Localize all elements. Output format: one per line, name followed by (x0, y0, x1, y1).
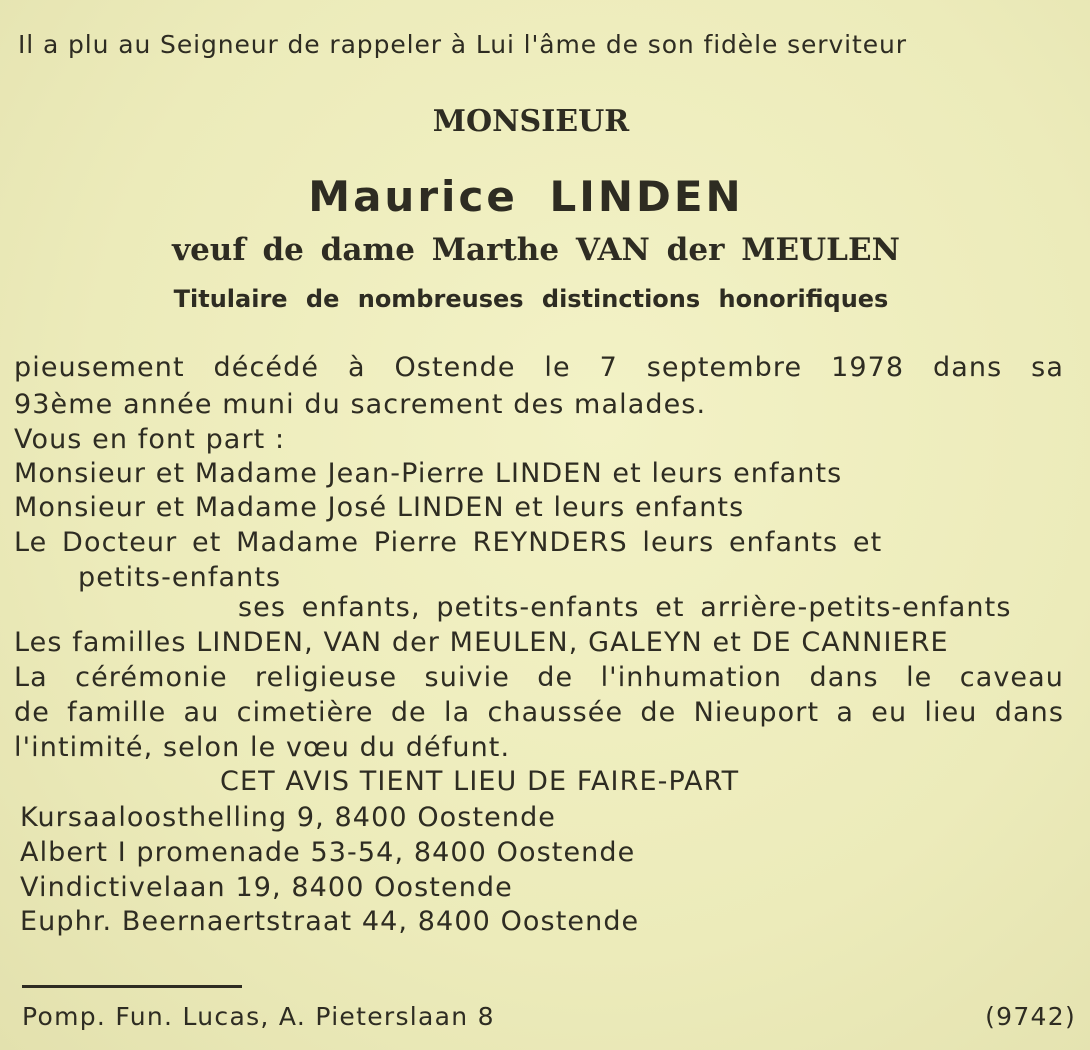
death-line-2: 93ème année muni du sacrement des malades. (14, 389, 707, 420)
mourner-line: Les familles LINDEN, VAN der MEULEN, GALEYN et DE CANNIERE (14, 627, 949, 658)
ceremony-line-3: l'intimité, selon le vœu du défunt. (14, 732, 511, 763)
divider-rule (22, 985, 242, 988)
avis-line: CET AVIS TIENT LIEU DE FAIRE-PART (220, 766, 740, 797)
mourner-line: petits-enfants (78, 562, 282, 593)
ceremony-line-2: de famille au cimetière de la chaussée de Nieuport a eu lieu dans (14, 697, 1064, 728)
opening-line: Il a plu au Seigneur de rappeler à Lui l'âme de son fidèle serviteur (18, 30, 907, 59)
deceased-name: Maurice LINDEN (308, 172, 744, 221)
funeral-home: Pomp. Fun. Lucas, A. Pieterslaan 8 (22, 1002, 495, 1031)
widow-line: veuf de dame Marthe VAN der MEULEN (172, 232, 900, 268)
address-line: Kursaaloosthelling 9, 8400 Oostende (20, 802, 557, 833)
distinction-line: Titulaire de nombreuses distinctions honorifiques (173, 285, 889, 313)
address-line: Albert I promenade 53-54, 8400 Oostende (20, 837, 636, 868)
address-line: Euphr. Beernaertstraat 44, 8400 Oostende (20, 906, 640, 937)
mourner-line: Monsieur et Madame Jean-Pierre LINDEN et leurs enfants (14, 458, 843, 489)
announce-intro: Vous en font part : (14, 424, 286, 455)
mourner-line: Le Docteur et Madame Pierre REYNDERS leurs enfants et (14, 527, 883, 558)
mourner-line: ses enfants, petits-enfants et arrière-petits-enfants (238, 592, 1012, 623)
death-line-1: pieusement décédé à Ostende le 7 septembre 1978 dans sa (14, 352, 1064, 383)
mourner-line: Monsieur et Madame José LINDEN et leurs enfants (14, 492, 745, 523)
reference-number: (9742) (985, 1002, 1076, 1031)
ceremony-line-1: La cérémonie religieuse suivie de l'inhumation dans le caveau (14, 662, 1064, 693)
honorific: MONSIEUR (432, 104, 630, 139)
address-line: Vindictivelaan 19, 8400 Oostende (20, 872, 513, 903)
